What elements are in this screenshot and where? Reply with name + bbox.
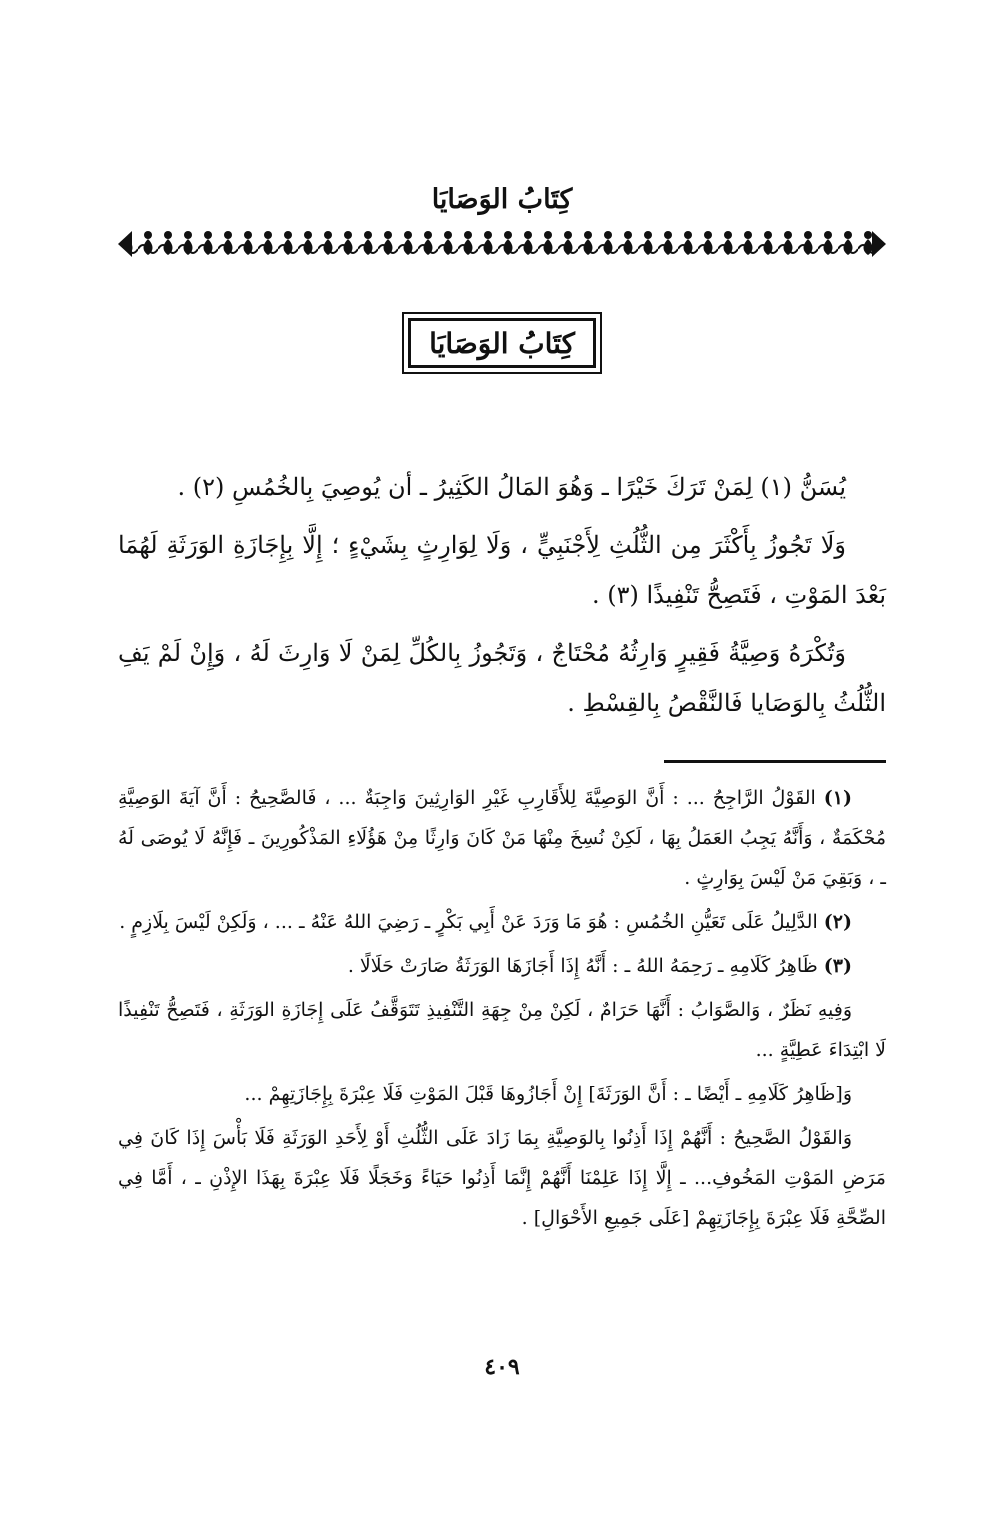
footnote-2: [118, 902, 886, 942]
footnote-number: (٣): [823, 955, 852, 977]
main-paragraph-2: وَلَا تَجُوزُ بِأَكْثَرَ مِن الثُّلُثِ لِأَجْنَبِيٍّ ، وَلَا لِوَارِثٍ بِشَيْءٍ ؛ إِلَّا بِإِجَازَةِ الوَرَثَةِ لَهُمَا بَعْدَ المَوْتِ ، فَتَصِحُّ تَنْفِيذًا (٣) .: [118, 531, 886, 609]
main-paragraph-1: يُسَنُّ (١) لِمَنْ تَرَكَ خَيْرًا ـ وَهُوَ المَالُ الكَثِيرُ ـ أن يُوصِيَ بِالخُمُسِ (٢) .: [177, 473, 846, 501]
footnote-number: (١): [823, 787, 852, 809]
footnote-number: (٢): [823, 911, 852, 933]
main-text: [118, 462, 886, 736]
footnote-3-continuation-2: وَ[ظَاهِرُ كَلَامِهِ ـ أَيْضًا ـ : أَنَّ الوَرَثَةَ] إِنْ أَجَازُوهَا قَبْلَ المَوْتِ فَلَا عِبْرَةَ بِإِجَازَتِهِمْ ...: [244, 1083, 852, 1105]
footnote-text: ظَاهِرُ كَلَامِهِ ـ رَحِمَهُ اللهُ ـ : أَنَّهُ إِذَا أَجَازَهَا الوَرَثَةُ صَارَتْ حَلَالًا .: [347, 955, 818, 977]
footnotes: [118, 778, 886, 1242]
chapter-title: كِتَابُ الوَصَايَا: [408, 318, 596, 368]
footnote-separator: [664, 760, 886, 763]
footnote-3-continuation-1: وَفِيهِ نَظَرٌ ، وَالصَّوَابُ : أَنَّهَا حَرَامٌ ، لَكِنْ مِنْ جِهَةِ التَّنْفِيذِ تَتَوَقَّفُ عَلَى إِجَازَةِ الوَرَثَةِ ، فَتَصِحُّ تَنْفِيذًا لَا ابْتِدَاءَ عَطِيَّةٍ ...: [118, 999, 886, 1061]
running-header: كِتَابُ الوَصَايَا: [431, 184, 573, 215]
page-number: ٤٠٩: [484, 1354, 520, 1380]
main-paragraph-3: وَتُكْرَهُ وَصِيَّةُ فَقِيرٍ وَارِثُهُ مُحْتَاجٌ ، وَتَجُوزُ بِالكُلِّ لِمَنْ لَا وَارِثَ لَهُ ، وَإِنْ لَمْ يَفِ الثُّلُثُ بِالوَصَايا فَالنَّقْصُ بِالقِسْطِ .: [118, 639, 886, 717]
chapter-title-box: [402, 312, 602, 374]
footnote-text: القَوْلُ الرَّاجِحُ ... : أَنَّ الوَصِيَّةَ لِلأَقَارِبِ غَيْرِ الوَارِثِينَ وَاجِبَةٌ ... ، فَالصَّحِيحُ : أَنَّ آيَةَ الوَصِيَّةِ مُحْكَمَةٌ ، وَأَنَّهُ يَجِبُ العَمَلُ بِهَا ، لَكِنْ نُسِخَ مِنْهَا مَنْ كَانَ وَارِثًا مِنْ هَؤُلَاءِ المَذْكُورِينَ ـ فَإِنَّهُ لَا يُوصَى لَهُ ـ ، وَبَقِيَ مَنْ لَيْسَ بِوَارِثٍ .: [118, 787, 886, 889]
footnote-3-continuation-3: وَالقَوْلُ الصَّحِيحُ : أَنَّهُمْ إِذَا أَذِنُوا بِالوَصِيَّةِ بِمَا زَادَ عَلَى الثُّلُثِ أَوْ لِأَحَدِ الوَرَثَةِ فَلَا بَأْسَ إِذَا كَانَ فِي مَرَضِ المَوْتِ المَخُوفِ... ـ إِلَّا إِذَا عَلِمْنَا أَنَّهُمْ إِنَّمَا أَذِنُوا حَيَاءً وَخَجَلًا فَلَا عِبْرَةَ بِهَذَا الإِذْنِ ـ ، أَمَّا فِي الصِّحَّةِ فَلَا عِبْرَةَ بِإِجَازَتِهِمْ [عَلَى جَمِيعِ الأَحْوَالِ] .: [118, 1127, 886, 1229]
footnote-1: [118, 778, 886, 898]
footnote-3: [118, 946, 886, 986]
ornamental-border: [118, 227, 886, 261]
footnote-text: الدَّلِيلُ عَلَى تَعَيُّنِ الخُمُسِ : هُوَ مَا وَرَدَ عَنْ أَبِي بَكْرٍ ـ رَضِيَ اللهُ عَنْهُ ـ ... ، وَلَكِنْ لَيْسَ بِلَازِمٍ .: [119, 911, 818, 933]
